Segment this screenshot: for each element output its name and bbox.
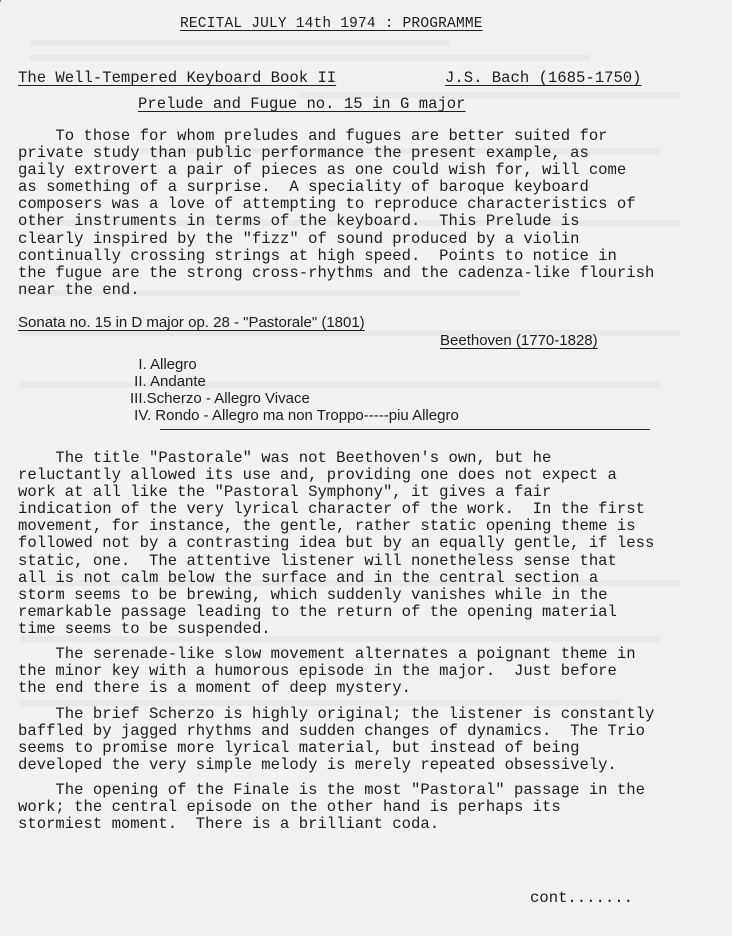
text-line: other instruments in terms of the keyboard. This Prelude is — [18, 212, 580, 231]
text-line: clearly inspired by the "fizz" of sound produced by a violin — [18, 229, 580, 248]
beethoven-work-title: Sonata no. 15 in D major op. 28 - "Pastorale" (1801) — [18, 314, 365, 331]
text-line: baffled by jagged rhythms and sudden changes of dynamics. The Trio — [18, 722, 645, 741]
text-line: work; the central episode on the other hand is perhaps its — [18, 798, 561, 817]
movement-list — [130, 356, 459, 424]
movement-list-rule — [160, 429, 650, 430]
page-title: RECITAL JULY 14th 1974 : PROGRAMME — [180, 16, 483, 32]
continued-note: cont....... — [530, 889, 633, 907]
beethoven-paragraph-2 — [18, 646, 636, 697]
beethoven-paragraph-1 — [18, 450, 654, 638]
text-line: composers was a love of attempting to reproduce characteristics of — [18, 195, 636, 214]
text-line: the end there is a moment of deep mystery. — [18, 679, 412, 698]
beethoven-paragraph-3 — [18, 706, 654, 774]
text-line: The brief Scherzo is highly original; the listener is constantly — [18, 705, 655, 723]
corner-pencil-mark — [0, 0, 31, 45]
movement-item: IV. Rondo - Allegro ma non Troppo-----piu Allegro — [130, 407, 459, 425]
text-line: as something of a surprise. A speciality of baroque keyboard — [18, 178, 589, 197]
movement-item: III.Scherzo - Allegro Vivace — [130, 390, 310, 408]
text-line: The title "Pastorale" was not Beethoven's own, but he — [18, 449, 552, 467]
text-line: continually crossing strings at high speed. Points to notice in — [18, 246, 617, 265]
text-line: the fugue are the strong cross-rhythms and the cadenza-like flourish — [18, 263, 655, 282]
text-line: all is not calm below the surface and in the central section a — [18, 568, 599, 587]
text-line: time seems to be suspended. — [18, 619, 271, 638]
text-line: the minor key with a humorous episode in the major. Just before — [18, 662, 617, 681]
text-line: The opening of the Finale is the most "Pastoral" passage in the — [18, 781, 645, 799]
text-line: work at all like the "Pastoral Symphony", it gives a fair — [18, 483, 552, 502]
text-line: remarkable passage leading to the return of the opening material — [18, 602, 617, 621]
text-line: seems to promise more lyrical material, but instead of being — [18, 739, 580, 758]
movement-item: II. Andante — [130, 373, 206, 391]
bach-paragraph — [18, 128, 654, 299]
bach-composer: J.S. Bach (1685-1750) — [445, 69, 642, 87]
text-line: stormiest moment. There is a brilliant coda. — [18, 815, 440, 834]
text-line: movement, for instance, the gentle, rather static opening theme is — [18, 517, 636, 536]
text-line: The serenade-like slow movement alternates a poignant theme in — [18, 645, 636, 663]
text-line: near the end. — [18, 280, 140, 299]
text-line: followed not by a contrasting idea but by an equally gentle, if less — [18, 534, 655, 553]
beethoven-paragraph-4 — [18, 782, 645, 833]
text-line: private study than public performance the present example, as — [18, 144, 589, 163]
text-line: storm seems to be brewing, which suddenly vanishes while in the — [18, 585, 608, 604]
text-line: To those for whom preludes and fugues are better suited for — [18, 127, 608, 145]
bach-piece-subtitle: Prelude and Fugue no. 15 in G major — [138, 95, 466, 113]
text-line: developed the very simple melody is merely repeated obsessively. — [18, 756, 617, 775]
text-line: reluctantly allowed its use and, providing one does not expect a — [18, 466, 617, 485]
movement-item: I. Allegro — [130, 356, 197, 373]
text-line: static, one. The attentive listener will nonetheless sense that — [18, 551, 617, 570]
bach-work-title: The Well-Tempered Keyboard Book II — [18, 69, 337, 87]
text-line: gaily extrovert a pair of pieces as one could wish for, will come — [18, 161, 627, 180]
text-line: indication of the very lyrical character of the work. In the first — [18, 500, 645, 519]
beethoven-composer: Beethoven (1770-1828) — [440, 332, 598, 349]
